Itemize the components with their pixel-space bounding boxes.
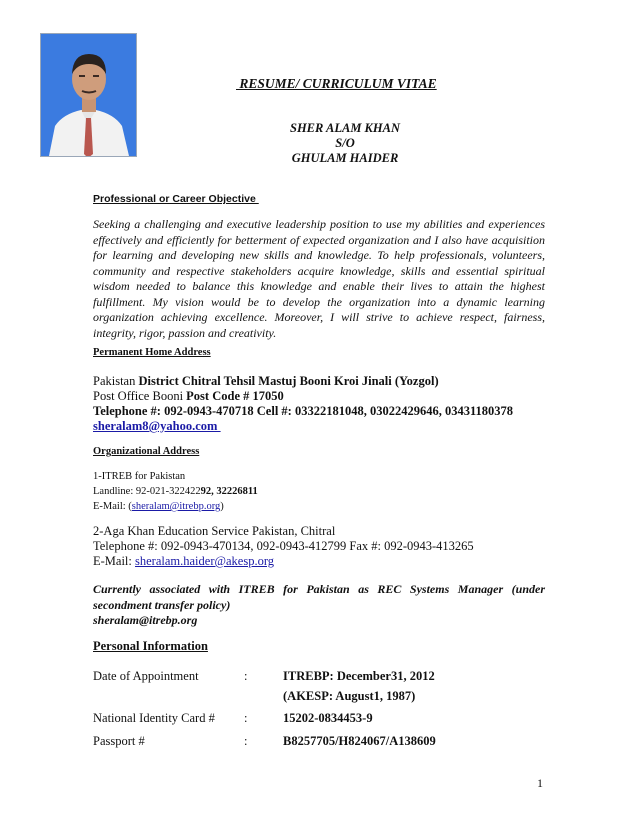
appointment-value-akesp: (AKESP: August1, 1987) xyxy=(283,689,416,703)
org1-email-prefix: E-Mail: ( xyxy=(93,501,132,512)
home-address-country: Pakistan xyxy=(93,374,139,388)
org2-email-link[interactable]: sheralam.haider@akesp.org xyxy=(135,554,275,568)
home-address-heading: Permanent Home Address xyxy=(93,347,211,358)
home-address-line2 xyxy=(93,389,284,404)
son-of-label: S/O xyxy=(335,136,355,150)
personal-info-heading: Personal Information xyxy=(93,639,208,653)
org1-landline xyxy=(93,486,258,497)
page-number: 1 xyxy=(537,776,543,790)
nic-label: National Identity Card # xyxy=(93,711,215,725)
nic-value: 15202-0834453-9 xyxy=(283,711,373,725)
father-name: GHULAM HAIDER xyxy=(291,151,399,165)
passport-label: Passport # xyxy=(93,734,145,748)
person-portrait-icon xyxy=(41,34,136,156)
org2-phone: Telephone #: 092-0943-470134, 092-0943-412799 Fax #: 092-0943-413265 xyxy=(93,539,474,553)
org1-email-link[interactable]: sheralam@itrebp.org xyxy=(131,501,221,512)
passport-colon: : xyxy=(244,734,248,748)
org-address-heading: Organizational Address xyxy=(93,446,200,457)
objective-text: Seeking a challenging and executive leadership position to use my abilities and experiences effectively and efficiently for betterment of expected organization and I also have acquisition for learning and developing new skills and knowledge. To help professionals, volunteers, community and respective stakeholders acquire knowledge, skills and essential spiritual wisdom needed to balance this knowledge and enable their lives to attain the highest fulfillment. My vision would be to develop the organization into a dynamic learning organization achieving excellence. Moreover, I will strive to achieve respect, fairness, integrity, rigor, passion and creativity. xyxy=(93,217,545,340)
appointment-colon: : xyxy=(244,669,248,683)
org2-email-line xyxy=(93,554,274,569)
org1-email-suffix: ) xyxy=(220,501,224,512)
org2-name: 2-Aga Khan Education Service Pakistan, Chitral xyxy=(93,524,336,538)
objective-heading: Professional or Career Objective xyxy=(93,193,259,205)
home-address-post-office: Post Office Booni xyxy=(93,389,187,403)
candidate-name: SHER ALAM KHAN xyxy=(290,121,400,135)
home-email-link[interactable]: sheralam8@yahoo.com xyxy=(93,419,221,433)
current-association xyxy=(93,582,545,629)
profile-photo xyxy=(40,33,137,157)
org1-name: 1-ITREB for Pakistan xyxy=(93,471,186,482)
home-address-post-code: Post Code # 17050 xyxy=(186,389,284,403)
org1-landline-prefix: Landline: 92-021-322422 xyxy=(93,486,201,497)
appointment-value: ITREBP: December31, 2012 xyxy=(283,669,435,683)
org1-email-line xyxy=(93,501,224,512)
nic-colon: : xyxy=(244,711,248,725)
current-association-text: Currently associated with ITREB for Pakistan as REC Systems Manager (under secondment transfer policy) xyxy=(93,582,545,612)
current-association-email: sheralam@itrebp.org xyxy=(93,613,198,627)
home-phone-line: Telephone #: 092-0943-470718 Cell #: 03322181048, 03022429646, 03431180378 xyxy=(93,404,514,418)
page-title: RESUME/ CURRICULUM VITAE xyxy=(236,76,437,91)
org2-email-prefix: E-Mail: xyxy=(93,554,136,568)
appointment-label: Date of Appointment xyxy=(93,669,199,683)
passport-value: B8257705/H824067/A138609 xyxy=(283,734,436,748)
home-address-district: District Chitral Tehsil Mastuj Booni Kroi Jinali (Yozgol) xyxy=(138,374,439,388)
org1-landline-numbers: 92, 32226811 xyxy=(200,486,258,497)
home-address-line1 xyxy=(93,374,439,389)
